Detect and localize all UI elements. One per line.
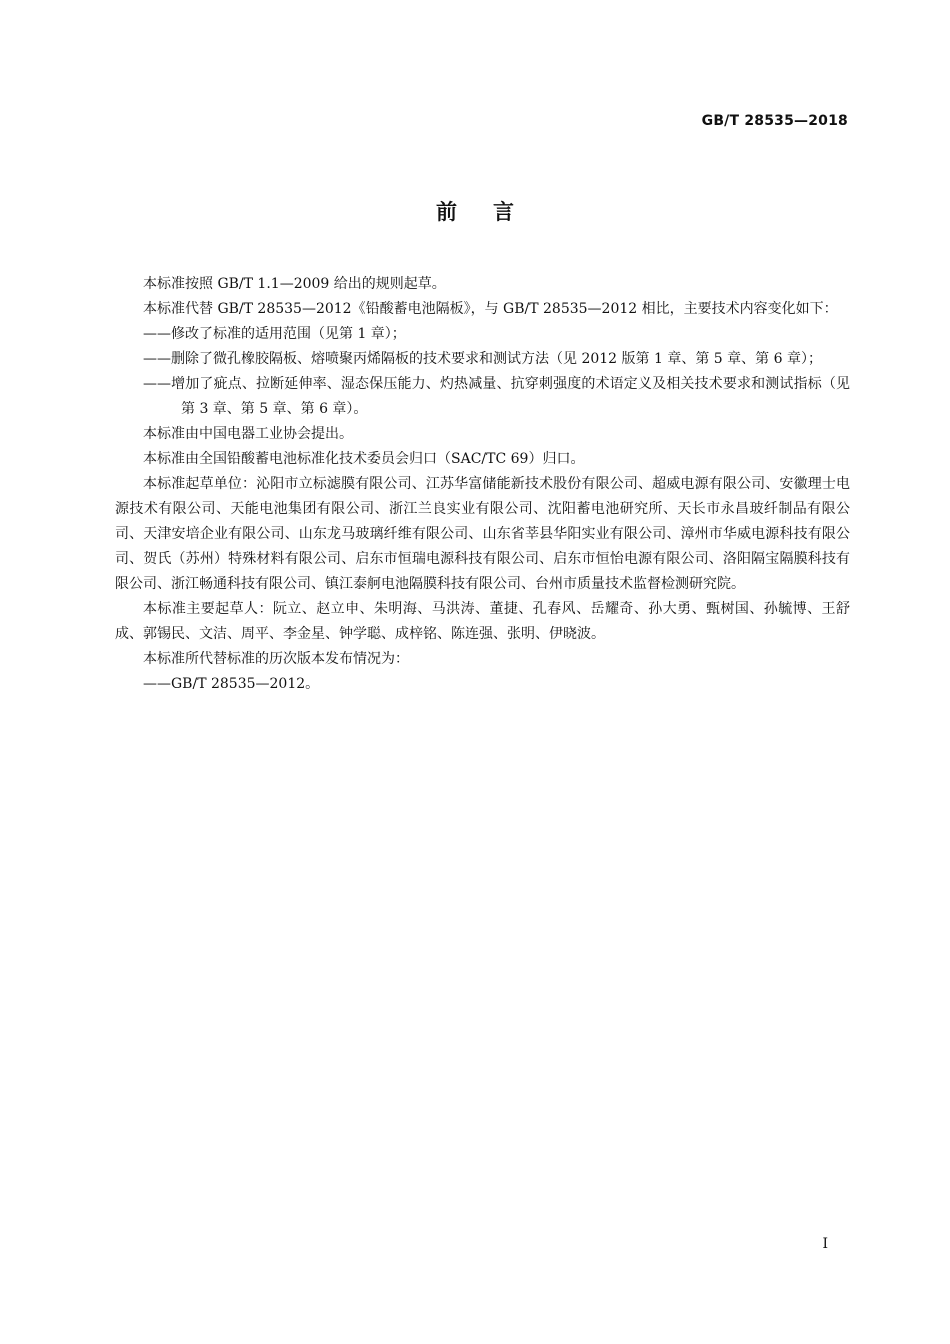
paragraph-previous-editions: 本标准所代替标准的历次版本发布情况为： [143,651,409,667]
standard-code: GB/T 28535—2018 [701,113,848,129]
change-item-added: ——增加了疵点、拉断延伸率、湿态保压能力、灼热减量、抗穿刺强度的术语定义及相关技术要求和测试指标（见第 3 章、第 5 章、第 6 章）。 [143,376,850,417]
paragraph-proposer: 本标准由中国电器工业协会提出。 [143,426,353,442]
paragraph-replacement: 本标准代替 GB/T 28535—2012《铅酸蓄电池隔板》，与 GB/T 28535—2012 相比，主要技术内容变化如下： [143,301,838,317]
paragraph-drafters: 本标准主要起草人：阮立、赵立申、朱明海、马洪涛、董捷、孔春风、岳耀奇、孙大勇、甄树国、孙毓博、王舒成、郭锡民、文洁、周平、李金星、钟学聪、成梓铭、陈连强、张明、伊晓波。 [115,601,850,642]
document-body [115,272,850,697]
page-title: 前言 [436,200,550,224]
change-item-scope: ——修改了标准的适用范围（见第 1 章）； [143,326,406,342]
paragraph-drafting-rules: 本标准按照 GB/T 1.1—2009 给出的规则起草。 [143,276,446,292]
paragraph-drafting-units: 本标准起草单位：沁阳市立标滤膜有限公司、江苏华富储能新技术股份有限公司、超威电源有限公司、安徽理士电源技术有限公司、天能电池集团有限公司、浙江兰良实业有限公司、沈阳蓄电池研究所、天长市永昌玻纤制品有限公司、天津安培企业有限公司、山东龙马玻璃纤维有限公司、山东省莘县华阳实业有限公司、漳州市华威电源科技有限公司、贺氏（苏州）特殊材料有限公司、启东市恒瑞电源科技有限公司、启东市恒怡电源有限公司、洛阳隔宝隔膜科技有限公司、浙江畅通科技有限公司、镇江泰舸电池隔膜科技有限公司、台州市质量技术监督检测研究院。 [115,476,850,592]
paragraph-committee: 本标准由全国铅酸蓄电池标准化技术委员会归口（SAC/TC 69）归口。 [143,451,585,467]
previous-edition-item: ——GB/T 28535—2012。 [143,676,320,692]
change-item-deleted: ——删除了微孔橡胶隔板、熔喷聚丙烯隔板的技术要求和测试方法（见 2012 版第 1 章、第 5 章、第 6 章）； [143,351,822,367]
page-number: I [822,1236,828,1252]
